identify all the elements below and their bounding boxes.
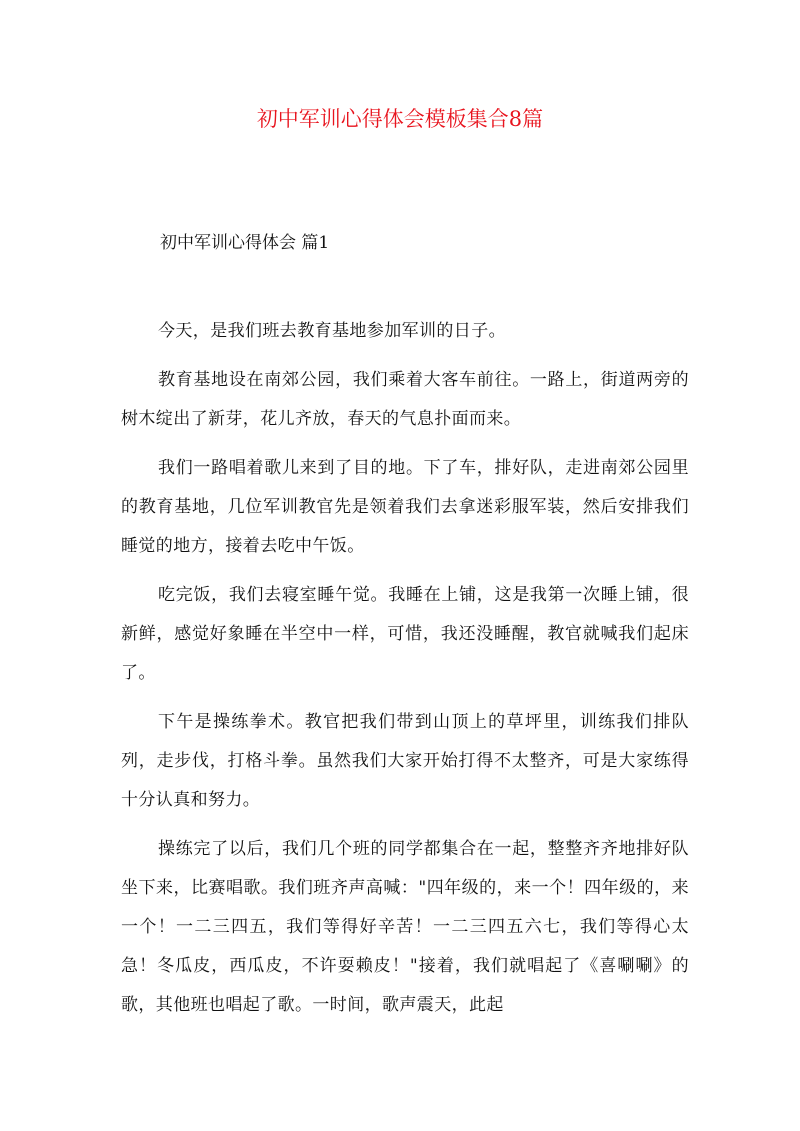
- document-title: 初中军训心得体会模板集合8篇: [256, 107, 544, 131]
- paragraph: 操练完了以后，我们几个班的同学都集合在一起，整整齐齐地排好队坐下来，比赛唱歌。我们班齐声高喊："四年级的，来一个！四年级的，来一个！一二三四五，我们等得好辛苦！一二三四五六七，我们等得心太急！冬瓜皮，西瓜皮，不许耍赖皮！"接着，我们就唱起了《喜唰唰》的歌，其他班也唱起了歌。一时间，歌声震天，此起: [121, 839, 689, 1015]
- paragraph: 我们一路唱着歌儿来到了目的地。下了车，排好队，走进南郊公园里的教育基地，几位军训教官先是领着我们去拿迷彩服军装，然后安排我们睡觉的地方，接着去吃中午饭。: [121, 458, 689, 556]
- paragraph: 吃完饭，我们去寝室睡午觉。我睡在上铺，这是我第一次睡上铺，很新鲜，感觉好象睡在半空中一样，可惜，我还没睡醒，教官就喊我们起床了。: [121, 585, 689, 683]
- section-heading: 初中军训心得体会 篇1: [160, 233, 330, 253]
- paragraph: 今天，是我们班去教育基地参加军训的日子。: [158, 321, 506, 341]
- article-body: [121, 312, 689, 1035]
- paragraph: 下午是操练拳术。教官把我们带到山顶上的草坪里，训练我们排队列，走步伐，打格斗拳。虽然我们大家开始打得不太整齐，可是大家练得十分认真和努力。: [121, 712, 689, 810]
- paragraph: 教育基地设在南郊公园，我们乘着大客车前往。一路上，街道两旁的树木绽出了新芽，花儿齐放，春天的气息扑面而来。: [121, 370, 689, 429]
